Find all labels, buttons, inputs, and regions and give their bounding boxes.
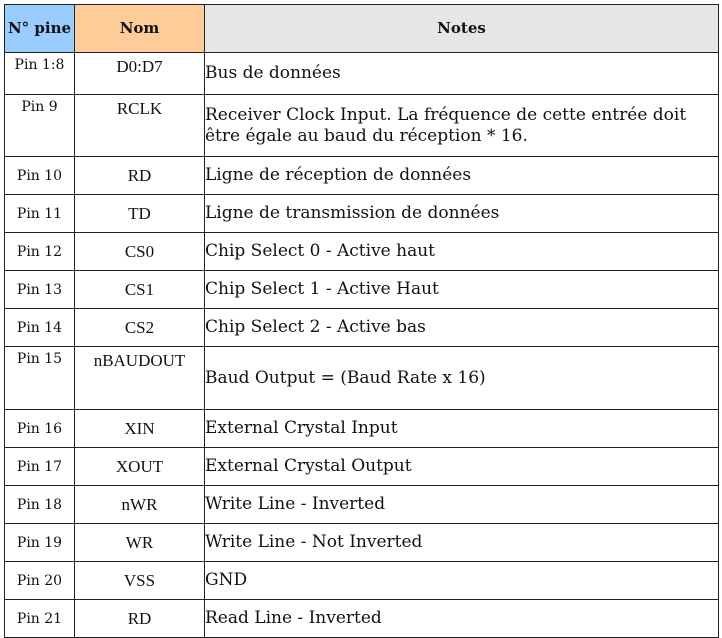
table-row: [5, 486, 719, 524]
pin-cell: Pin 19: [5, 524, 75, 562]
note-cell: Bus de données: [205, 53, 719, 95]
table-row: [5, 157, 719, 195]
note-cell: External Crystal Output: [205, 448, 719, 486]
note-cell: External Crystal Input: [205, 410, 719, 448]
pin-cell: Pin 1:8: [5, 53, 75, 95]
pin-cell: Pin 10: [5, 157, 75, 195]
table-row: [5, 562, 719, 600]
name-cell: nBAUDOUT: [75, 347, 205, 410]
note-cell: Baud Output = (Baud Rate x 16): [205, 347, 719, 410]
table-row: [5, 524, 719, 562]
table-header-row: [5, 5, 719, 53]
pin-table: [4, 4, 719, 638]
note-cell: Write Line - Not Inverted: [205, 524, 719, 562]
pin-cell: Pin 14: [5, 309, 75, 347]
note-cell: Ligne de transmission de données: [205, 195, 719, 233]
column-header-pin: N° pine: [5, 5, 75, 53]
table-row: [5, 233, 719, 271]
note-cell: Receiver Clock Input. La fréquence de cette entrée doit être égale au baud du réception * 16.: [205, 95, 719, 157]
note-cell: GND: [205, 562, 719, 600]
name-cell: RD: [75, 157, 205, 195]
pin-cell: Pin 11: [5, 195, 75, 233]
note-cell: Read Line - Inverted: [205, 600, 719, 638]
pin-cell: Pin 18: [5, 486, 75, 524]
name-cell: TD: [75, 195, 205, 233]
name-cell: nWR: [75, 486, 205, 524]
note-cell: Chip Select 2 - Active bas: [205, 309, 719, 347]
name-cell: RCLK: [75, 95, 205, 157]
pin-cell: Pin 21: [5, 600, 75, 638]
name-cell: VSS: [75, 562, 205, 600]
pin-cell: Pin 13: [5, 271, 75, 309]
table-row: [5, 347, 719, 410]
pin-cell: Pin 17: [5, 448, 75, 486]
name-cell: XOUT: [75, 448, 205, 486]
table-row: [5, 95, 719, 157]
name-cell: CS0: [75, 233, 205, 271]
note-cell: Ligne de réception de données: [205, 157, 719, 195]
note-cell: Write Line - Inverted: [205, 486, 719, 524]
name-cell: RD: [75, 600, 205, 638]
pin-cell: Pin 20: [5, 562, 75, 600]
note-cell: Chip Select 0 - Active haut: [205, 233, 719, 271]
name-cell: CS2: [75, 309, 205, 347]
table-row: [5, 448, 719, 486]
name-cell: WR: [75, 524, 205, 562]
note-cell: Chip Select 1 - Active Haut: [205, 271, 719, 309]
table-row: [5, 195, 719, 233]
pin-cell: Pin 15: [5, 347, 75, 410]
pin-cell: Pin 12: [5, 233, 75, 271]
column-header-name: Nom: [75, 5, 205, 53]
column-header-notes: Notes: [205, 5, 719, 53]
table-row: [5, 410, 719, 448]
table-row: [5, 309, 719, 347]
name-cell: XIN: [75, 410, 205, 448]
pin-cell: Pin 9: [5, 95, 75, 157]
name-cell: CS1: [75, 271, 205, 309]
pin-cell: Pin 16: [5, 410, 75, 448]
name-cell: D0:D7: [75, 53, 205, 95]
table-row: [5, 53, 719, 95]
table-row: [5, 271, 719, 309]
